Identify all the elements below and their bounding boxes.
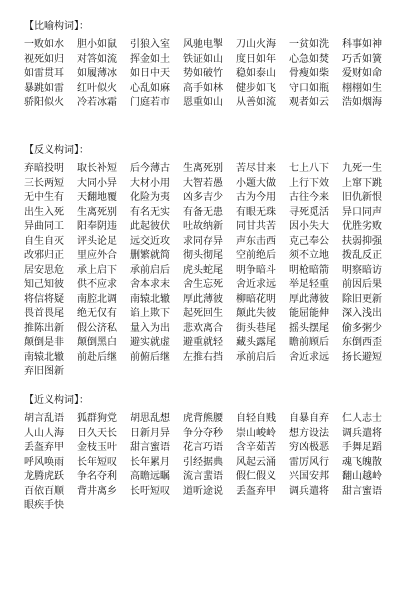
idiom-item: 街头巷尾 xyxy=(236,322,276,334)
idiom-item: 三长两短 xyxy=(24,177,64,189)
idiom-item: 暴跳如雷 xyxy=(24,82,64,94)
idiom-item: 深入浅出 xyxy=(342,308,382,319)
idiom-item: 如日中天 xyxy=(130,68,170,79)
idiom-item: 长年累月 xyxy=(130,456,170,468)
idiom-item: 删繁就简 xyxy=(130,250,170,261)
idiom-item: 摇头摆尾 xyxy=(289,322,329,334)
idiom-item: 度日如年 xyxy=(236,53,276,65)
idiom-item: 扬长避短 xyxy=(342,351,382,363)
idiom-item: 绝无仅有 xyxy=(77,308,117,319)
idiom-item: 假公济私 xyxy=(77,322,117,334)
idiom-item: 恩重如山 xyxy=(183,97,223,108)
idiom-item: 求同存异 xyxy=(183,235,223,247)
idiom-item: 偷多粥少 xyxy=(342,322,382,334)
idiom-item: 刀山火海 xyxy=(236,39,276,50)
idiom-item: 同甘共苦 xyxy=(236,221,276,232)
idiom-item: 人山人海 xyxy=(24,427,64,439)
metaphor-grid xyxy=(24,38,398,111)
idiom-item: 甜言蜜语 xyxy=(130,442,170,453)
idiom-item: 从善如流 xyxy=(236,97,276,108)
idiom-item: 舍近求远 xyxy=(236,279,276,290)
idiom-item: 异口同声 xyxy=(342,206,382,218)
idiom-item: 承上启下 xyxy=(77,264,117,276)
idiom-item: 眼疾手快 xyxy=(24,500,64,511)
idiom-item: 因小失大 xyxy=(289,221,329,232)
antonym-grid xyxy=(24,162,398,380)
idiom-item: 胆小如鼠 xyxy=(77,39,117,50)
idiom-item: 调兵遣将 xyxy=(289,485,329,497)
idiom-item: 避重就轻 xyxy=(183,337,223,348)
idiom-item: 居安思危 xyxy=(24,264,64,276)
idiom-item: 旧仇新恨 xyxy=(342,192,382,203)
idiom-item: 改邪归正 xyxy=(24,250,64,261)
idiom-item: 引狼入室 xyxy=(130,39,170,50)
idiom-item: 穷凶极恶 xyxy=(289,442,329,453)
idiom-item: 苦尽甘来 xyxy=(236,163,276,174)
idiom-item: 高手如林 xyxy=(183,82,223,94)
idiom-item: 浩如烟海 xyxy=(342,97,382,108)
idiom-item: 克己奉公 xyxy=(289,235,329,247)
idiom-item: 承前启后 xyxy=(130,264,170,276)
idiom-item: 小题大做 xyxy=(236,177,276,189)
antonym-section xyxy=(24,144,398,380)
idiom-item: 胡言乱语 xyxy=(24,413,64,424)
idiom-item: 长年短叹 xyxy=(77,456,117,468)
idiom-item: 畏首畏尾 xyxy=(24,308,64,319)
idiom-item: 假仁假义 xyxy=(236,471,276,482)
idiom-item: 骨瘦如柴 xyxy=(289,68,329,79)
idiom-item: 丢盔弃甲 xyxy=(236,485,276,497)
idiom-item: 出生入死 xyxy=(24,206,64,218)
idiom-item: 推陈出新 xyxy=(24,322,64,334)
idiom-item: 拨乱反正 xyxy=(342,250,382,261)
idiom-item: 胡思乱想 xyxy=(130,413,170,424)
idiom-item: 寻死觅活 xyxy=(289,206,329,218)
idiom-item: 流言蜚语 xyxy=(183,471,223,482)
idiom-item: 左推右挡 xyxy=(183,351,223,363)
idiom-item: 将信将疑 xyxy=(24,293,64,305)
idiom-item: 起死回生 xyxy=(183,308,223,319)
idiom-item: 谄上欺下 xyxy=(130,308,170,319)
antonym-title: 【反义构词】： xyxy=(24,145,89,156)
idiom-item: 自轻自贱 xyxy=(236,413,276,424)
idiom-item: 古往今来 xyxy=(289,192,329,203)
idiom-item: 魂飞魄散 xyxy=(342,456,382,468)
idiom-item: 栩栩如生 xyxy=(342,82,382,94)
idiom-item: 上行下效 xyxy=(289,177,329,189)
idiom-item: 举足轻重 xyxy=(289,279,329,290)
idiom-item: 高瞻远瞩 xyxy=(130,471,170,482)
idiom-item: 弃旧图新 xyxy=(24,366,64,377)
synonym-title: 【近义构词】： xyxy=(24,395,89,406)
idiom-item: 阳奉阴违 xyxy=(77,221,117,232)
idiom-item: 瞻前顾后 xyxy=(289,337,329,348)
idiom-item: 东倒西歪 xyxy=(342,337,382,348)
idiom-item: 金枝玉叶 xyxy=(77,442,117,453)
idiom-item: 古为今用 xyxy=(236,192,276,203)
idiom-item: 远交近攻 xyxy=(130,235,170,247)
idiom-item: 有名无实 xyxy=(130,206,170,218)
idiom-item: 门庭若市 xyxy=(130,97,170,108)
idiom-item: 视死如归 xyxy=(24,53,64,65)
idiom-item: 势如破竹 xyxy=(183,68,223,79)
synonym-grid xyxy=(24,412,398,514)
idiom-item: 生离死别 xyxy=(183,163,223,174)
idiom-item: 无中生有 xyxy=(24,192,64,203)
idiom-item: 后今薄古 xyxy=(130,163,170,174)
idiom-item: 如履薄冰 xyxy=(77,68,117,79)
idiom-item: 南腔北调 xyxy=(77,293,117,305)
metaphor-section xyxy=(24,20,398,111)
idiom-item: 风起云涌 xyxy=(236,456,276,468)
idiom-item: 花言巧语 xyxy=(183,442,223,453)
idiom-item: 厚此薄彼 xyxy=(183,293,223,305)
idiom-item: 大同小异 xyxy=(77,177,117,189)
idiom-item: 大材小用 xyxy=(130,177,170,189)
idiom-item: 有备无患 xyxy=(183,206,223,218)
idiom-item: 化险为夷 xyxy=(130,192,170,203)
idiom-item: 崇山峻岭 xyxy=(236,427,276,439)
idiom-item: 凶多吉少 xyxy=(183,192,223,203)
idiom-item: 此起彼伏 xyxy=(130,221,170,232)
idiom-item: 百依百顺 xyxy=(24,485,64,497)
idiom-item: 爱财如命 xyxy=(342,68,382,79)
idiom-item: 颠倒是非 xyxy=(24,337,64,348)
idiom-item: 虎背熊腰 xyxy=(183,413,223,424)
idiom-item: 有眼无珠 xyxy=(236,206,276,218)
idiom-item: 须不立地 xyxy=(289,250,329,261)
idiom-item: 一贫如洗 xyxy=(289,39,329,50)
idiom-item: 柳暗花明 xyxy=(236,293,276,305)
idiom-item: 明察暗访 xyxy=(342,264,382,276)
idiom-item: 兴国安邦 xyxy=(289,471,329,482)
idiom-item: 挥金如土 xyxy=(130,53,170,65)
idiom-item: 道听途说 xyxy=(183,485,223,497)
idiom-item: 南辕北辙 xyxy=(24,351,64,363)
idiom-item: 想方设法 xyxy=(289,427,329,439)
idiom-item: 稳如泰山 xyxy=(236,68,276,79)
idiom-item: 健步如飞 xyxy=(236,82,276,94)
idiom-item: 长吁短叹 xyxy=(130,485,170,497)
idiom-item: 前因后果 xyxy=(342,279,382,290)
idiom-item: 手舞足蹈 xyxy=(342,442,382,453)
idiom-item: 心乱如麻 xyxy=(130,82,170,94)
idiom-item: 巧舌如簧 xyxy=(342,53,382,65)
idiom-item: 对答如流 xyxy=(77,53,117,65)
idiom-item: 颠倒黑白 xyxy=(77,337,117,348)
idiom-item: 日久天长 xyxy=(77,427,117,439)
idiom-item: 南辕北辙 xyxy=(130,293,170,305)
idiom-item: 空前绝后 xyxy=(236,250,276,261)
idiom-item: 上窜下跳 xyxy=(342,177,382,189)
idiom-item: 狐群狗党 xyxy=(77,413,117,424)
idiom-item: 弃暗投明 xyxy=(24,163,64,174)
idiom-item: 前俯后继 xyxy=(130,351,170,363)
idiom-item: 里应外合 xyxy=(77,250,117,261)
idiom-item: 吐故纳新 xyxy=(183,221,223,232)
idiom-item: 冷若冰霜 xyxy=(77,97,117,108)
idiom-item: 藏头露尾 xyxy=(236,337,276,348)
idiom-item: 颠此失彼 xyxy=(236,308,276,319)
idiom-item: 仁人志士 xyxy=(342,413,382,424)
idiom-item: 九死一生 xyxy=(342,163,382,174)
idiom-item: 翻山越岭 xyxy=(342,471,382,482)
idiom-item: 舍生忘死 xyxy=(183,279,223,290)
idiom-item: 供不应求 xyxy=(77,279,117,290)
idiom-item: 如雷贯耳 xyxy=(24,68,64,79)
idiom-item: 虎头蛇尾 xyxy=(183,264,223,276)
idiom-item: 大智若愚 xyxy=(183,177,223,189)
idiom-item: 甜言蜜语 xyxy=(342,485,382,497)
idiom-item: 舍本求末 xyxy=(130,279,170,290)
idiom-item: 日新月异 xyxy=(130,427,170,439)
idiom-item: 调兵遣将 xyxy=(342,427,382,439)
idiom-item: 厚此薄彼 xyxy=(289,293,329,305)
idiom-item: 风驰电掣 xyxy=(183,39,223,50)
idiom-item: 自生自灭 xyxy=(24,235,64,247)
idiom-item: 量入为出 xyxy=(130,322,170,334)
idiom-item: 雷厉风行 xyxy=(289,456,329,468)
idiom-item: 红叶似火 xyxy=(77,82,117,94)
idiom-item: 避实就虚 xyxy=(130,337,170,348)
idiom-item: 知己知彼 xyxy=(24,279,64,290)
idiom-item: 龙腾虎跃 xyxy=(24,471,64,482)
idiom-item: 除旧更新 xyxy=(342,293,382,305)
idiom-item: 含辛茹苦 xyxy=(236,442,276,453)
idiom-item: 扶弱抑强 xyxy=(342,235,382,247)
idiom-item: 争分夺秒 xyxy=(183,427,223,439)
idiom-item: 引经据典 xyxy=(183,456,223,468)
idiom-item: 悲欢离合 xyxy=(183,322,223,334)
idiom-item: 声东击西 xyxy=(236,235,276,247)
idiom-item: 一败如水 xyxy=(24,39,64,50)
idiom-item: 取长补短 xyxy=(77,163,117,174)
metaphor-title: 【比喻构词】： xyxy=(24,21,89,32)
idiom-item: 舍近求远 xyxy=(289,351,329,363)
idiom-item: 丢盔弃甲 xyxy=(24,442,64,453)
idiom-item: 天翻地覆 xyxy=(77,192,117,203)
idiom-item: 呼风唤雨 xyxy=(24,456,64,468)
idiom-item: 骄阳似火 xyxy=(24,97,64,108)
idiom-item: 七上八下 xyxy=(289,163,329,174)
idiom-item: 自暴自弃 xyxy=(289,413,329,424)
idiom-item: 生离死别 xyxy=(77,206,117,218)
idiom-item: 承前启后 xyxy=(236,351,276,363)
idiom-item: 能屈能伸 xyxy=(289,308,329,319)
idiom-item: 优胜劣败 xyxy=(342,221,382,232)
idiom-item: 背井离乡 xyxy=(77,485,117,497)
idiom-item: 明争暗斗 xyxy=(236,264,276,276)
idiom-item: 守口如瓶 xyxy=(289,82,329,94)
idiom-item: 观者如云 xyxy=(289,97,329,108)
idiom-item: 铁证如山 xyxy=(183,53,223,65)
idiom-item: 科事如神 xyxy=(342,39,382,50)
synonym-section xyxy=(24,394,398,514)
idiom-item: 前赴后继 xyxy=(77,351,117,363)
idiom-item: 评头论足 xyxy=(77,235,117,247)
idiom-item: 彻头彻尾 xyxy=(183,250,223,261)
idiom-item: 争名夺利 xyxy=(77,471,117,482)
idiom-item: 异曲同工 xyxy=(24,221,64,232)
idiom-item: 明枪暗箭 xyxy=(289,264,329,276)
idiom-item: 心急如焚 xyxy=(289,53,329,65)
